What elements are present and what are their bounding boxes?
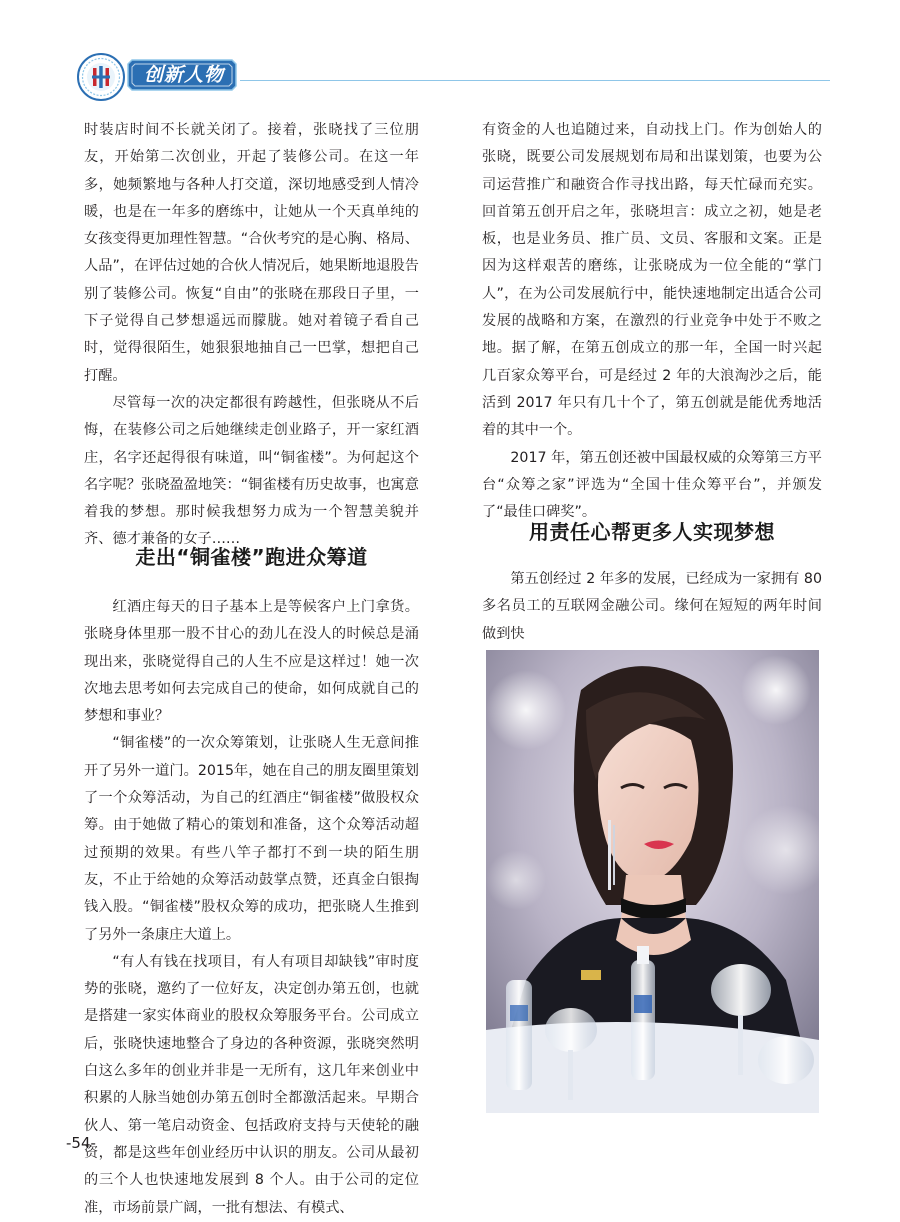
paragraph: 第五创经过 2 年多的发展，已经成为一家拥有 80 多名员工的互联网金融公司。缘何在短短的两年时间做到快 <box>482 571 822 642</box>
page-number: -54- <box>66 1134 96 1152</box>
paragraph: 时装店时间不长就关闭了。接着，张晓找了三位朋友，开始第二次创业，开起了装修公司。在这一年多，她频繁地与各种人打交道，深切地感受到人情冷暖，也是在一年多的磨练中，让她从一个天真单纯的女孩变得更加理性智慧。“合伙考究的是心胸、格局、人品”，在评估过她的合伙人情况后，她果断地退股告别了装修公司。恢复“自由”的张晓在那段日子里，一下子觉得自己梦想遥远而朦胧。她对着镜子看自己时，觉得很陌生，她狠狠地抽自己一巴掌，想把自己打醒。 <box>84 122 419 384</box>
paragraph: 红酒庄每天的日子基本上是等候客户上门拿货。张晓身体里那一股不甘心的劲儿在没人的时候总是涌现出来，张晓觉得自己的人生不应是这样过！她一次次地去思考如何去完成自己的使命，如何成就自己的梦想和事业？ <box>84 599 419 725</box>
paragraph: 有资金的人也追随过来，自动找上门。作为创始人的张晓，既要公司发展规划布局和出谋划策，也要为公司运营推广和融资合作寻找出路，每天忙碌而充实。回首第五创开启之年，张晓坦言：成立之初，她是老板，也是业务员、推广员、文员、客服和文案。正是因为这样艰苦的磨练，让张晓成为一位全能的“掌门人”，在为公司发展航行中，能快速地制定出适合公司发展的战略和方案，在激烈的行业竞争中处于不败之地。据了解，在第五创成立的那一年，全国一时兴起几百家众筹平台，可是经过 2 年的大浪淘沙之后，能活到 2017 年只有几十个了，第五创就是能优秀地活着的其中一个。 <box>482 122 822 439</box>
right-column-bottom <box>482 566 822 648</box>
section-heading: 走出“铜雀楼”跑进众筹道 <box>135 545 368 569</box>
paragraph: “铜雀楼”的一次众筹策划，让张晓人生无意间推开了另外一道门。2015年，她在自己的朋友圈里策划了一个众筹活动，为自己的红酒庄“铜雀楼”做股权众筹。由于她做了精心的策划和准备，这个众筹活动超过预期的效果。有些八竿子都打不到一块的陌生朋友，不止于给她的众筹活动鼓掌点赞，还真金白银掏钱入股。“铜雀楼”股权众筹的成功，把张晓人生推到了另外一条康庄大道上。 <box>84 735 419 943</box>
header-divider <box>240 80 830 81</box>
right-column-top <box>482 117 822 526</box>
section-heading: 用责任心帮更多人实现梦想 <box>529 520 775 544</box>
paragraph: 尽管每一次的决定都很有跨越性，但张晓从不后悔，在装修公司之后她继续走创业路子，开一家红酒庄，名字还起得很有味道，叫“铜雀楼”。为何起这个名字呢？张晓盈盈地笑：“铜雀楼有历史故事，也寓意着我的梦想。那时候我想努力成为一个智慧美貌并齐、德才兼备的女子…… <box>84 394 419 548</box>
paragraph: 2017 年，第五创还被中国最权威的众筹第三方平台“众筹之家”评选为“全国十佳众筹平台”，并颁发了“最佳口碑奖”。 <box>482 449 822 521</box>
section-title: 创新人物 <box>143 64 224 86</box>
woman-portrait-photo <box>486 650 819 1113</box>
magazine-logo-icon <box>76 52 126 102</box>
left-column-bottom <box>84 594 419 1222</box>
paragraph: “有人有钱在找项目，有人有项目却缺钱”审时度势的张晓，邀约了一位好友，决定创办第五创，也就是搭建一家实体商业的股权众筹服务平台。公司成立后，张晓快速地整合了身边的各种资源，张晓突然明白这么多年的创业并非是一无所有，这几年来创业中积累的人脉当她创办第五创时全都激活起来。早期合伙人、第一笔启动资金、包括政府支持与天使轮的融资，都是这些年创业经历中认识的朋友。公司从最初的三个人也快速地发展到 8 个人。由于公司的定位准，市场前景广阔，一批有想法、有模式、 <box>84 953 419 1216</box>
left-column-top <box>84 117 419 554</box>
page-header <box>0 0 900 110</box>
